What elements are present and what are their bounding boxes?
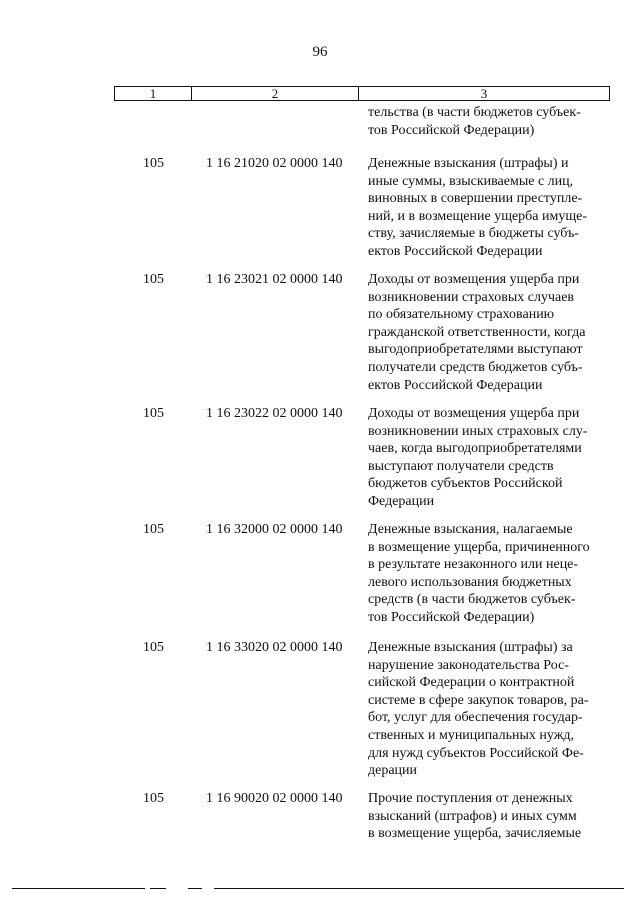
description-line: средств (в части бюджетов субъек- — [368, 592, 576, 608]
description-line: системе в сфере закупок товаров, ра- — [368, 692, 589, 708]
income-description — [368, 639, 618, 780]
description-line: Доходы от возмещения ущерба при — [368, 272, 580, 287]
description-line: Денежные взыскания (штрафы) за — [368, 640, 573, 655]
income-description — [368, 271, 618, 394]
header-col-1: 1 — [115, 87, 192, 100]
continuation-text — [368, 104, 618, 140]
description-line: чаев, когда выгодоприобретателями — [368, 441, 582, 457]
page-number: 96 — [312, 44, 328, 60]
chapter-code: 105 — [143, 406, 164, 421]
header-col-3: 3 — [480, 86, 488, 101]
description-line: Прочие поступления от денежных — [368, 791, 573, 806]
description-line: виновных в совершении преступле- — [368, 191, 583, 207]
description-line: взысканий (штрафов) и иных сумм — [368, 808, 577, 824]
description-line: Денежные взыскания, налагаемые — [368, 522, 573, 537]
income-description — [368, 521, 618, 627]
budget-classification-code: 1 16 21020 02 0000 140 — [206, 156, 343, 171]
header-col-2: 2 — [192, 87, 359, 100]
description-line: ектов Российской Федерации — [368, 243, 543, 259]
budget-classification-code: 1 16 23022 02 0000 140 — [206, 406, 343, 421]
description-line: бюджетов субъектов Российской — [368, 476, 563, 492]
description-line: в возмещение ущерба, причиненного — [368, 539, 590, 555]
description-line: тов Российской Федерации) — [368, 609, 535, 625]
budget-classification-code: 1 16 90020 02 0000 140 — [206, 791, 343, 806]
description-line: в результате незаконного или неце- — [368, 557, 579, 573]
budget-classification-code: 1 16 33020 02 0000 140 — [206, 640, 343, 655]
description-line: нарушение законодательства Рос- — [368, 657, 569, 673]
description-line: ству, зачисляемые в бюджеты субъ- — [368, 226, 579, 242]
description-line: ственных и муниципальных нужд, — [368, 727, 574, 743]
income-description — [368, 405, 618, 511]
footer-rule — [150, 888, 166, 889]
description-line: возникновении иных страховых слу- — [368, 423, 588, 439]
description-line: сийской Федерации о контрактной — [368, 675, 575, 691]
description-line: иные суммы, взыскиваемые с лиц, — [368, 173, 574, 189]
income-description — [368, 790, 618, 843]
table-header — [114, 86, 610, 101]
chapter-code: 105 — [143, 272, 164, 287]
description-line: Федерации — [368, 493, 435, 509]
description-line: ектов Российской Федерации — [368, 377, 543, 393]
continuation-line: тов Российской Федерации) — [368, 123, 535, 138]
chapter-code: 105 — [143, 522, 164, 537]
description-line: бот, услуг для обеспечения государ- — [368, 710, 583, 726]
income-description — [368, 155, 618, 261]
footer-rule — [188, 888, 202, 889]
description-line: Доходы от возмещения ущерба при — [368, 406, 580, 421]
budget-classification-code: 1 16 32000 02 0000 140 — [206, 522, 343, 537]
continuation-line: тельства (в части бюджетов субъек- — [368, 105, 581, 120]
description-line: выступают получатели средств — [368, 458, 554, 474]
description-line: выгодоприобретателями выступают — [368, 342, 583, 358]
description-line: получатели средств бюджетов субъ- — [368, 359, 583, 375]
description-line: левого использования бюджетных — [368, 574, 572, 590]
description-line: возникновении страховых случаев — [368, 289, 575, 305]
description-line: гражданской ответственности, когда — [368, 324, 586, 340]
description-line: дерации — [368, 763, 418, 779]
chapter-code: 105 — [143, 791, 164, 806]
description-line: для нужд субъектов Российской Фе- — [368, 745, 584, 761]
description-line: Денежные взыскания (штрафы) и — [368, 156, 569, 171]
chapter-code: 105 — [143, 156, 164, 171]
chapter-code: 105 — [143, 640, 164, 655]
budget-classification-code: 1 16 23021 02 0000 140 — [206, 272, 343, 287]
description-line: в возмещение ущерба, зачисляемые — [368, 826, 582, 842]
footer-rule — [214, 888, 624, 889]
footer-rule — [12, 888, 145, 889]
description-line: ний, и в возмещение ущерба имуще- — [368, 208, 588, 224]
description-line: по обязательному страхованию — [368, 307, 555, 323]
